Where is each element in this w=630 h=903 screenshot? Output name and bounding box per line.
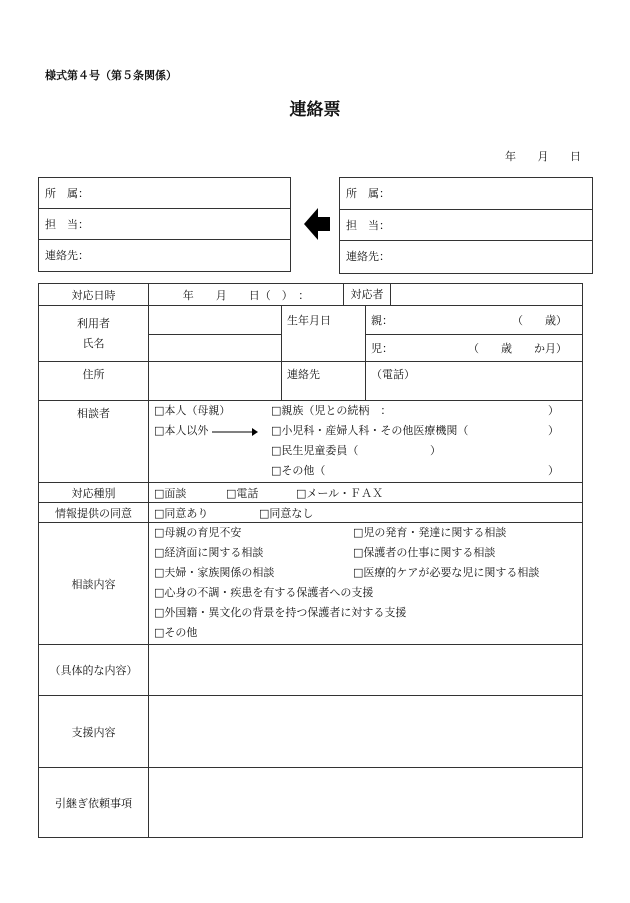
type-label: 対応種別 xyxy=(39,483,149,503)
content-option-3[interactable]: □夫婦・家族関係の相談 xyxy=(154,566,275,579)
form-number: 様式第４号（第５条関係） xyxy=(45,69,177,82)
sender-person[interactable]: 担 当： xyxy=(39,209,290,240)
parent-label: 親： xyxy=(371,314,393,327)
consent-label: 情報提供の同意 xyxy=(39,503,149,523)
right-arrow-icon xyxy=(212,428,258,436)
phone-label[interactable]: （電話） xyxy=(366,362,583,401)
responder-label: 対応者 xyxy=(344,284,391,305)
consulter-other-close: ） xyxy=(548,464,559,477)
birth-label: 生年月日 xyxy=(282,306,366,362)
consent-no[interactable]: □同意なし xyxy=(259,506,314,520)
consulter-pediatric-close: ） xyxy=(548,424,559,437)
consulter-self-option[interactable]: □本人（母親） xyxy=(154,404,231,417)
consent-yes[interactable]: □同意あり xyxy=(154,506,209,520)
receiver-affiliation[interactable]: 所 属： xyxy=(340,178,592,210)
receiver-box xyxy=(339,177,593,274)
consulter-welfare-close: ） xyxy=(430,444,441,457)
sender-contact[interactable]: 連絡先： xyxy=(45,249,89,262)
page-title: 連絡票 xyxy=(289,100,341,120)
date-line: 年 月 日 xyxy=(505,150,581,163)
user-name-field-1[interactable] xyxy=(149,306,282,335)
parent-row[interactable] xyxy=(366,306,583,335)
content-option-7[interactable]: □心身の不調・疾患を有する保護者への支援 xyxy=(154,586,374,599)
address-label: 住所 xyxy=(39,362,149,401)
type-option-mail-fax[interactable]: □メール・ＦＡＸ xyxy=(296,486,384,500)
consulter-family-option[interactable]: □親族（児との続柄 ： xyxy=(271,404,392,417)
contact-label: 連絡先 xyxy=(282,362,366,401)
support-field[interactable] xyxy=(149,696,583,768)
sender-affiliation[interactable]: 所 属： xyxy=(39,178,290,209)
content-option-8[interactable]: □外国籍・異文化の背景を持つ保護者に対する支援 xyxy=(154,606,407,619)
consultation-table xyxy=(38,283,583,838)
handover-label: 引継ぎ依頼事項 xyxy=(39,768,149,838)
child-row[interactable] xyxy=(366,335,583,362)
consulter-other-option[interactable]: □その他（ xyxy=(271,464,326,477)
detail-label: （具体的な内容） xyxy=(39,645,149,696)
receiver-person[interactable]: 担 当： xyxy=(340,210,592,241)
user-name-label: 利用者 氏名 xyxy=(39,306,149,362)
consulter-pediatric-option[interactable]: □小児科・産婦人科・その他医療機関（ xyxy=(271,424,469,437)
content-option-1[interactable]: □母親の育児不安 xyxy=(154,526,242,539)
consulter-family-close: ） xyxy=(548,404,559,417)
address-field[interactable] xyxy=(149,362,282,401)
content-option-2[interactable]: □経済面に関する相談 xyxy=(154,546,264,559)
responder-field[interactable] xyxy=(391,284,582,305)
detail-field[interactable] xyxy=(149,645,583,696)
content-option-9[interactable]: □その他 xyxy=(154,626,198,639)
content-label: 相談内容 xyxy=(39,523,149,645)
consulter-welfare-option[interactable]: □民生児童委員（ xyxy=(271,444,359,457)
consulter-label: 相談者 xyxy=(39,401,149,483)
sender-box xyxy=(38,177,291,272)
user-name-field-2[interactable] xyxy=(149,335,282,362)
date-value[interactable]: 年 月 日（ ） ： xyxy=(149,284,344,306)
type-option-meeting[interactable]: □面談 xyxy=(154,486,187,500)
consulter-other-than-self-option[interactable]: □本人以外 xyxy=(154,424,209,437)
date-label: 対応日時 xyxy=(39,284,149,306)
content-option-6[interactable]: □医療的ケアが必要な児に関する相談 xyxy=(353,566,540,579)
child-label: 児： xyxy=(371,342,393,355)
content-option-4[interactable]: □児の発育・発達に関する相談 xyxy=(353,526,507,539)
left-arrow-icon xyxy=(304,206,330,242)
receiver-contact[interactable]: 連絡先： xyxy=(346,250,390,263)
child-age: （ 歳 か月） xyxy=(468,342,567,355)
support-label: 支援内容 xyxy=(39,696,149,768)
parent-age: （ 歳） xyxy=(512,314,567,327)
handover-field[interactable] xyxy=(149,768,583,838)
type-option-phone[interactable]: □電話 xyxy=(226,486,259,500)
content-option-5[interactable]: □保護者の仕事に関する相談 xyxy=(353,546,496,559)
